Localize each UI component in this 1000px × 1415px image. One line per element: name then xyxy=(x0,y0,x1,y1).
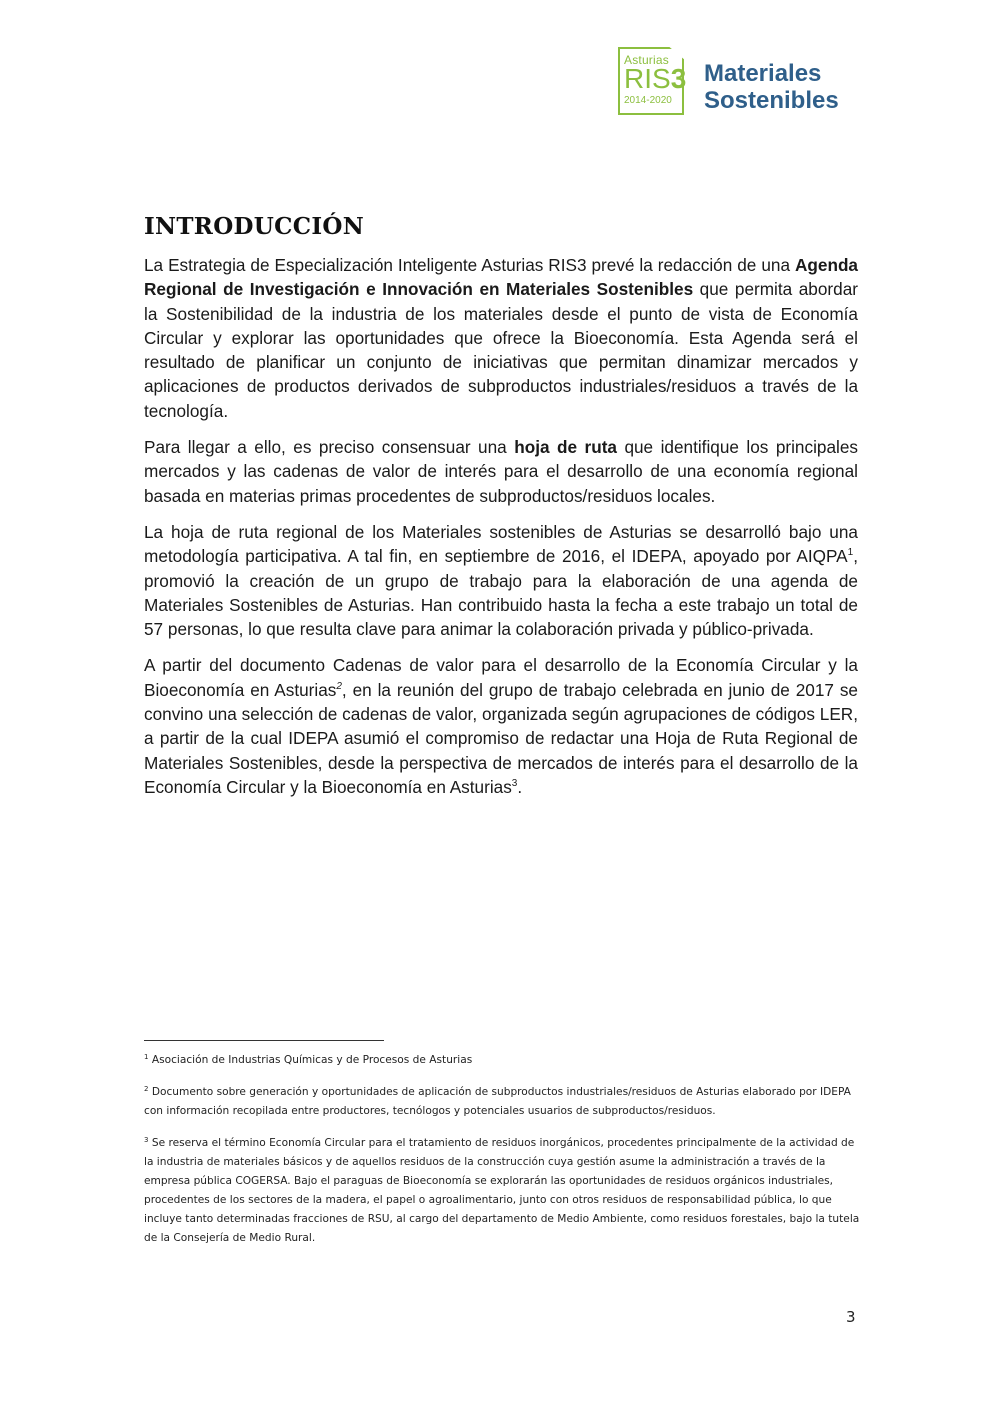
logo-asturias-text: Asturias xyxy=(624,53,669,67)
footnote-1: $^1$ Asociación de Industrias Químicas y de Procesos de Asturias xyxy=(144,1053,473,1066)
footnotes xyxy=(144,1051,864,1261)
footnote-3: $^3$ Se reserva el término Economía Circular para el tratamiento de residuos inorgánicos, procedentes principalmente de la actividad de la industria de materiales básicos y de aquellos residuos de la construcción cuya gestión asume la administración a través de la empresa pública COGERSA. Bajo el paraguas de Bioeconomía se explorarán las oportunidades de residuos orgánicos industriales, procedentes de los sectores de la madera, el papel o agroalimentario, junto con otros residuos de responsabilidad pública, lo que incluye tanto determinadas fracciones de RSU, al cargo del departamento de Medio Ambiente, como residuos forestales, bajo la tutela de la Consejería de Medio Rural. xyxy=(144,1136,860,1244)
ris3-logo xyxy=(618,47,868,121)
paragraph-2: Para llegar a ello, es preciso consensuar una hoja de ruta que identifique los principales mercados y las cadenas de valor de interés para el desarrollo de una economía regional basada en materias primas procedentes de subproductos/residuos locales. xyxy=(144,437,858,506)
paragraph-3: La hoja de ruta regional de los Materiales sostenibles de Asturias se desarrolló bajo una metodología participativa. A tal fin, en septiembre de 2016, el IDEPA, apoyado por AIQPA$^1$, promovió la creación de un grupo de trabajo para la elaboración de una agenda de Materiales Sostenibles de Asturias. Han contribuido hasta la fecha a este trabajo un total de 57 personas, lo que resulta clave para animar la colaboración privada y público-privada. xyxy=(144,521,858,640)
footnote-ref-1: 1 xyxy=(847,547,854,559)
logo-title-line2: Sostenibles xyxy=(704,87,839,114)
footnote-ref-3: 3 xyxy=(511,777,518,789)
logo-ris3-text: RIS3 xyxy=(624,63,687,94)
paragraph-1: La Estrategia de Especialización Inteligente Asturias RIS3 prevé la redacción de una Agenda Regional de Investigación e Innovación en Materiales Sostenibles que permita abordar la Sostenibilidad de la industria de los materiales desde el punto de vista de Economía Circular y explorar las oportunidades que ofrece la Bioeconomía. Esta Agenda será el resultado de planificar un conjunto de iniciativas que permitan dinamizar mercados y aplicaciones de productos derivados de subproductos industriales/residuos a través de la tecnología. xyxy=(144,255,858,421)
paragraph-4: A partir del documento Cadenas de valor para el desarrollo de la Economía Circular y la Bioeconomía en Asturias$^2$, en la reunión del grupo de trabajo celebrada en junio de 2017 se convino una selección de cadenas de valor, organizada según agrupaciones de códigos LER, a partir de la cual IDEPA asumió el compromiso de redactar una Hoja de Ruta Regional de Materiales Sostenibles, desde la perspectiva de mercados de interés para el desarrollo de la Economía Circular y la Bioeconomía en Asturias$^3$. xyxy=(144,655,858,797)
section-heading: INTRODUCCIÓN xyxy=(144,213,365,240)
footnote-ref-2: 2 xyxy=(336,680,342,692)
footnote-divider xyxy=(144,1040,384,1041)
logo-title xyxy=(704,60,839,114)
logo-years-text: 2014-2020 xyxy=(624,95,672,106)
body-text xyxy=(144,253,858,811)
page-number: 3 xyxy=(846,1308,856,1326)
footnote-2: $^2$ Documento sobre generación y oportunidades de aplicación de subproductos industriales/residuos de Asturias elaborado por IDEPA con información recopilada entre productores, tecnólogos y potenciales usuarios de subproductos/residuos. xyxy=(144,1085,851,1117)
logo-title-line1: Materiales xyxy=(704,60,822,87)
